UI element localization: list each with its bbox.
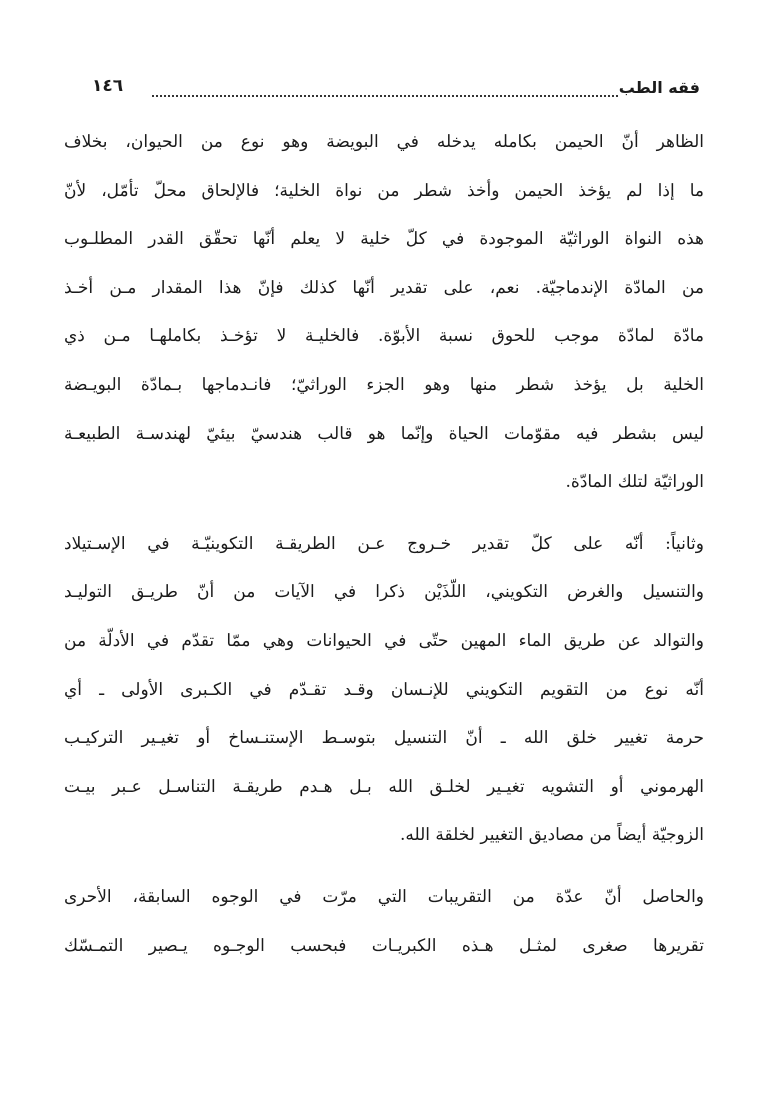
text-line: حرمة تغيير خلق الله ـ أنّ التنسيل بتوسـط الإستنـساخ أو تغيـير التركيـب xyxy=(64,728,704,749)
paragraph-spacing xyxy=(64,860,704,873)
text-line: والحاصل أنّ عدّة من التقريبات التي مرّت في الوجوه السابقة، الأحرى xyxy=(64,886,704,907)
paragraph xyxy=(64,118,704,507)
text-line: والتنسيل والغرض التكويني، اللّذَيْن ذكرا في الآيات من أنّ طريـق التوليـد xyxy=(64,582,704,603)
text-line: والتوالد عن طريق الماء المهين حتّى في الحيوانات وهي ممّا تقدّم في الأدلّة من xyxy=(64,630,704,651)
text-line: من المادّة الإندماجيّة. نعم، على تقدير أنّها كذلك فإنّ هذا المقدار مـن أخـذ xyxy=(64,277,704,298)
paragraph-spacing xyxy=(64,507,704,520)
running-title: فقه الطب xyxy=(618,78,700,97)
text-line: وثانياً: أنّه على كلّ تقدير خـروج عـن الطريقـة التكوينيّـة في الإسـتيلاد xyxy=(64,533,704,554)
text-line: تقريرها صغرى لمثـل هـذه الكبريـات فبحسب الوجـوه يـصير التمـسّك xyxy=(64,935,704,956)
text-line: الهرموني أو التشويه تغيـير لخلـق الله بـل هـدم طريقـة التناسـل عـبر بيـت xyxy=(64,776,704,797)
paragraph xyxy=(64,873,704,970)
page-bottom-margin xyxy=(0,980,770,1107)
paragraph xyxy=(64,520,704,860)
text-line: الخلية بل يؤخذ شطر منها وهو الجزء الوراثيّ؛ فانـدماجها بـمادّة البويـضة xyxy=(64,374,704,395)
dotted-leader xyxy=(152,95,618,97)
text-line: ما إذا لم يؤخذ الحيمن وأخذ شطر من نواة الخلية؛ فالإلحاق محلّ تأمّل، لأنّ xyxy=(64,180,704,201)
text-line: الزوجيّة أيضاً من مصاديق التغيير لخلقة الله. xyxy=(399,825,704,846)
text-line: الوراثيّة لتلك المادّة. xyxy=(565,472,704,493)
text-line: الظاهر أنّ الحيمن بكامله يدخله في البويضة وهو نوع من الحيوان، بخلاف xyxy=(64,132,704,152)
page-header xyxy=(92,72,700,106)
body-text xyxy=(64,118,704,970)
text-line: أنّه نوع من التقويم التكويني للإنـسان وقـد تقـدّم في الكـبرى الأولى ـ أي xyxy=(64,679,704,700)
text-line: مادّة لمادّة موجب للحوق نسبة الأبوّة. فالخليـة لا تؤخـذ بكاملهـا مـن ذي xyxy=(64,326,704,347)
page-number: ١٤٦ xyxy=(92,76,124,96)
text-line: هذه النواة الوراثيّة الموجودة في كلّ خلية لا يعلم أنّها تحقّق القدر المطلـوب xyxy=(64,229,704,250)
text-line: ليس بشطر فيه مقوّمات الحياة وإنّما هو قالب هندسيّ بيئيّ لهندسـة الطبيعـة xyxy=(64,423,704,444)
